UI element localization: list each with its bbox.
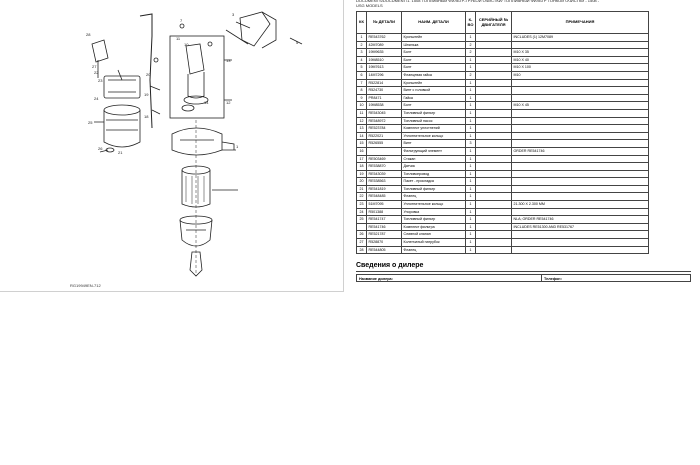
cell-kk: 21: [357, 185, 367, 193]
cell-engine-serial: [476, 155, 512, 163]
cell-quantity: 1: [466, 132, 476, 140]
cell-part-number: 19M7613: [367, 64, 402, 72]
cell-engine-serial: [476, 223, 512, 231]
table-row: [357, 163, 649, 171]
cell-engine-serial: [476, 147, 512, 155]
callout-10: 10: [184, 42, 189, 47]
cell-notes: INCLUDES RE51300 AND RE531767: [512, 223, 649, 231]
table-row: [357, 178, 649, 186]
cell-kk: 13: [357, 125, 367, 133]
cell-engine-serial: [476, 239, 512, 247]
cell-part-number: RE543045: [367, 109, 402, 117]
dealer-title: Сведения о дилере: [356, 262, 424, 269]
cell-part-name: Топливный фильтр: [402, 216, 466, 224]
cell-part-name: Уплотнительное кольцо: [402, 132, 466, 140]
cell-kk: 17: [357, 155, 367, 163]
cell-part-number: RE544805: [367, 246, 402, 254]
table-row: [357, 109, 649, 117]
cell-quantity: 1: [466, 102, 476, 110]
cell-notes: M10 X 45: [512, 102, 649, 110]
cell-part-name: Гайка: [402, 94, 466, 102]
cell-part-number: 42M7089: [367, 41, 402, 49]
callout-18: 18: [144, 114, 149, 119]
cell-notes: [512, 185, 649, 193]
table-row: [357, 49, 649, 57]
table-row: [357, 71, 649, 79]
cell-kk: 28: [357, 246, 367, 254]
callout-24: 24: [94, 96, 99, 101]
cell-quantity: 1: [466, 223, 476, 231]
table-row: [357, 239, 649, 247]
cell-notes: M10 X 40: [512, 56, 649, 64]
figure-id: RG19949EN-712: [70, 283, 101, 288]
cell-part-name: Топливопровод: [402, 170, 466, 178]
dealer-phone-label: Телефон:: [544, 276, 562, 281]
cell-quantity: 1: [466, 163, 476, 171]
cell-part-number: RE541819: [367, 185, 402, 193]
cell-part-name: Упоровка: [402, 208, 466, 216]
cell-engine-serial: [476, 163, 512, 171]
cell-part-number: R501388: [367, 208, 402, 216]
cell-quantity: 1: [466, 64, 476, 72]
cell-notes: NLA; ORDER RE541746: [512, 216, 649, 224]
callout-1: 1: [236, 144, 239, 149]
cell-quantity: 1: [466, 239, 476, 247]
col-header-engine-serial: СЕРИЙНЫЙ № ДВИГАТЕЛЯ: [476, 12, 512, 34]
cell-part-number: RE548485: [367, 193, 402, 201]
cell-part-number: R522814: [367, 79, 402, 87]
cell-engine-serial: [476, 132, 512, 140]
col-header-part-name: НАИМ. ДЕТАЛИ: [402, 12, 466, 34]
cell-engine-serial: [476, 71, 512, 79]
cell-part-number: 14M7296: [367, 71, 402, 79]
cell-quantity: 1: [466, 87, 476, 95]
cell-notes: [512, 155, 649, 163]
callout-5: 5: [296, 40, 299, 45]
table-row: [357, 56, 649, 64]
table-row: [357, 140, 649, 148]
cell-notes: ORDER RE541746: [512, 147, 649, 155]
document-header-line-2: USG MODELS: [356, 3, 383, 8]
cell-notes: [512, 246, 649, 254]
cell-kk: 9: [357, 94, 367, 102]
cell-part-number: RE543039: [367, 170, 402, 178]
table-row: [357, 125, 649, 133]
cell-part-number: RE548972: [367, 117, 402, 125]
cell-engine-serial: [476, 117, 512, 125]
cell-part-number: RE523784: [367, 125, 402, 133]
table-row: [357, 41, 649, 49]
cell-kk: 18: [357, 163, 367, 171]
callout-19: 19: [144, 92, 149, 97]
cell-quantity: 1: [466, 155, 476, 163]
cell-engine-serial: [476, 109, 512, 117]
cell-engine-serial: [476, 79, 512, 87]
cell-engine-serial: [476, 216, 512, 224]
cell-quantity: 1: [466, 185, 476, 193]
table-row: [357, 102, 649, 110]
dealer-fields-row: [356, 274, 691, 282]
cell-notes: [512, 231, 649, 239]
cell-notes: [512, 117, 649, 125]
cell-notes: [512, 163, 649, 171]
table-row: [357, 87, 649, 95]
callout-14: 14: [204, 100, 209, 105]
table-row: [357, 231, 649, 239]
cell-quantity: 1: [466, 246, 476, 254]
dealer-name-label: Название дилера:: [359, 276, 393, 281]
cell-part-number: RE503469: [367, 155, 402, 163]
cell-part-name: Кронштейн: [402, 79, 466, 87]
cell-notes: M10 X 35: [512, 49, 649, 57]
cell-engine-serial: [476, 208, 512, 216]
cell-part-name: Датчик: [402, 163, 466, 171]
cell-quantity: 1: [466, 109, 476, 117]
cell-notes: [512, 87, 649, 95]
col-header-notes: ПРИМЕЧАНИЯ: [512, 12, 649, 34]
cell-quantity: 1: [466, 94, 476, 102]
cell-part-number: RE521787: [367, 231, 402, 239]
cell-engine-serial: [476, 178, 512, 186]
cell-kk: 3: [357, 49, 367, 57]
cell-part-name: Болт: [402, 64, 466, 72]
cell-kk: 11: [357, 109, 367, 117]
cell-kk: 15: [357, 140, 367, 148]
col-header-kk: КК: [357, 12, 367, 34]
callout-23: 23: [98, 78, 103, 83]
cell-quantity: 2: [466, 71, 476, 79]
table-row: [357, 170, 649, 178]
cell-engine-serial: [476, 246, 512, 254]
table-row: [357, 193, 649, 201]
cell-engine-serial: [476, 125, 512, 133]
cell-part-name: Пакет - прокладка: [402, 178, 466, 186]
cell-part-number: 19M8538: [367, 102, 402, 110]
cell-part-name: Комплект фильтра: [402, 223, 466, 231]
cell-kk: 25: [357, 216, 367, 224]
col-header-quantity: К-ВО: [466, 12, 476, 34]
cell-notes: [512, 140, 649, 148]
table-row: [357, 185, 649, 193]
cell-engine-serial: [476, 193, 512, 201]
table-row: [357, 246, 649, 254]
cell-engine-serial: [476, 34, 512, 42]
parts-table-header: [357, 12, 649, 34]
cell-kk: [357, 223, 367, 231]
cell-part-number: R524730: [367, 87, 402, 95]
cell-quantity: 1: [466, 193, 476, 201]
cell-kk: 1: [357, 34, 367, 42]
cell-part-name: Кронштейн: [402, 34, 466, 42]
cell-part-name: Винт с головкой: [402, 87, 466, 95]
cell-quantity: 1: [466, 178, 476, 186]
cell-part-number: R528870: [367, 239, 402, 247]
table-row: [357, 132, 649, 140]
cell-engine-serial: [476, 41, 512, 49]
parts-table: [356, 11, 649, 254]
cell-engine-serial: [476, 94, 512, 102]
table-row: [357, 216, 649, 224]
cell-notes: [512, 178, 649, 186]
cell-part-name: Коленчатый патрубок: [402, 239, 466, 247]
cell-kk: 20: [357, 178, 367, 186]
cell-kk: 10: [357, 102, 367, 110]
cell-engine-serial: [476, 102, 512, 110]
callout-11: 11: [176, 36, 181, 41]
cell-kk: 8: [357, 87, 367, 95]
cell-kk: 26: [357, 231, 367, 239]
cell-part-name: Фланец: [402, 193, 466, 201]
parts-list-panel: [356, 0, 696, 290]
cell-quantity: 1: [466, 208, 476, 216]
callout-13: 13: [226, 58, 231, 63]
cell-engine-serial: [476, 231, 512, 239]
cell-kk: 19: [357, 170, 367, 178]
cell-engine-serial: [476, 201, 512, 209]
cell-part-name: Топливный фильтр: [402, 185, 466, 193]
cell-notes: [512, 125, 649, 133]
cell-notes: 21.300 X 2.300 MM: [512, 201, 649, 209]
cell-part-name: Болт: [402, 49, 466, 57]
cell-part-name: Винт: [402, 140, 466, 148]
cell-quantity: 1: [466, 201, 476, 209]
cell-part-name: Фланец: [402, 246, 466, 254]
table-row: [357, 94, 649, 102]
cell-part-number: R526555: [367, 140, 402, 148]
table-row: [357, 117, 649, 125]
cell-kk: 16: [357, 147, 367, 155]
table-row: [357, 34, 649, 42]
cell-engine-serial: [476, 170, 512, 178]
cell-kk: 12: [357, 117, 367, 125]
cell-part-number: RE538870: [367, 163, 402, 171]
cell-engine-serial: [476, 49, 512, 57]
callout-21: 21: [118, 150, 123, 155]
cell-part-number: RE538563: [367, 178, 402, 186]
cell-notes: [512, 170, 649, 178]
cell-engine-serial: [476, 140, 512, 148]
cell-notes: [512, 79, 649, 87]
cell-part-number: PR8471: [367, 94, 402, 102]
dealer-divider: [356, 271, 691, 272]
cell-notes: [512, 132, 649, 140]
cell-kk: 6: [357, 71, 367, 79]
cell-quantity: 2: [466, 41, 476, 49]
cell-part-number: 19M9635: [367, 49, 402, 57]
cell-part-name: Топливный насос: [402, 117, 466, 125]
table-row: [357, 223, 649, 231]
callout-26: 26: [98, 146, 103, 151]
cell-part-name: Сливной клапан: [402, 231, 466, 239]
col-header-part-number: № ДЕТАЛИ: [367, 12, 402, 34]
cell-part-name: Болт: [402, 102, 466, 110]
cell-notes: [512, 109, 649, 117]
cell-notes: M10: [512, 71, 649, 79]
cell-quantity: 1: [466, 216, 476, 224]
cell-part-name: Болт: [402, 56, 466, 64]
callout-25: 25: [88, 120, 93, 125]
callout-20: 20: [146, 72, 151, 77]
cell-part-number: 51M7095: [367, 201, 402, 209]
callout-3: 3: [232, 12, 235, 17]
cell-part-number: 19M8510: [367, 56, 402, 64]
cell-notes: M10 X 100: [512, 64, 649, 72]
cell-part-name: Комплект уплотнений: [402, 125, 466, 133]
document-header-line-1: DOCUMENTS/DOCUMENT/1. 1508 ТОПЛИВНЫЙ ФИЛЬТР-ГРУБОЙ ОЧИСТКИ/ ТОПЛИВНЫЙ ФИЛЬТР ТОНКОЙ ОЧИСТКИ - 1508 -: [356, 0, 600, 3]
cell-part-name: Стакан: [402, 155, 466, 163]
cell-part-number: R522021: [367, 132, 402, 140]
cell-kk: 7: [357, 79, 367, 87]
cell-notes: INCLUDES (1) 12M7089: [512, 34, 649, 42]
cell-part-name: Топливный фильтр: [402, 109, 466, 117]
callout-22: 22: [94, 70, 99, 75]
table-row: [357, 79, 649, 87]
cell-part-number: RE541746: [367, 223, 402, 231]
callout-28: 28: [86, 32, 91, 37]
cell-part-name: Уплотнительное кольцо: [402, 201, 466, 209]
cell-quantity: 1: [466, 147, 476, 155]
cell-part-name: Фланцевая гайка: [402, 71, 466, 79]
table-row: [357, 147, 649, 155]
cell-kk: 5: [357, 64, 367, 72]
cell-engine-serial: [476, 87, 512, 95]
cell-kk: 27: [357, 239, 367, 247]
cell-quantity: 1: [466, 125, 476, 133]
cell-kk: 22: [357, 193, 367, 201]
callout-27: 27: [92, 64, 97, 69]
cell-notes: [512, 208, 649, 216]
diagram-drawing: [0, 0, 344, 292]
callout-7: 7: [180, 18, 183, 23]
cell-notes: [512, 193, 649, 201]
exploded-parts-diagram: [0, 0, 344, 292]
table-row: [357, 64, 649, 72]
cell-quantity: 1: [466, 79, 476, 87]
cell-quantity: 2: [466, 49, 476, 57]
cell-notes: [512, 239, 649, 247]
cell-part-number: RE541747: [367, 216, 402, 224]
table-row: [357, 155, 649, 163]
cell-part-name: Фильтрующий элемент: [402, 147, 466, 155]
cell-quantity: 3: [466, 140, 476, 148]
cell-quantity: 1: [466, 170, 476, 178]
cell-engine-serial: [476, 185, 512, 193]
cell-quantity: 1: [466, 117, 476, 125]
cell-quantity: 1: [466, 231, 476, 239]
cell-kk: 14: [357, 132, 367, 140]
cell-kk: 2: [357, 41, 367, 49]
cell-kk: 4: [357, 56, 367, 64]
cell-part-number: [367, 147, 402, 155]
cell-notes: [512, 94, 649, 102]
cell-part-name: Шпилька: [402, 41, 466, 49]
table-row: [357, 201, 649, 209]
cell-quantity: 1: [466, 34, 476, 42]
cell-kk: 23: [357, 201, 367, 209]
cell-notes: [512, 41, 649, 49]
cell-kk: 24: [357, 208, 367, 216]
cell-engine-serial: [476, 64, 512, 72]
table-row: [357, 208, 649, 216]
dealer-field-divider: [541, 275, 542, 281]
dealer-info: [356, 261, 691, 282]
cell-engine-serial: [476, 56, 512, 64]
callout-12: 12: [226, 100, 231, 105]
cell-quantity: 1: [466, 56, 476, 64]
cell-part-number: RE543762: [367, 34, 402, 42]
